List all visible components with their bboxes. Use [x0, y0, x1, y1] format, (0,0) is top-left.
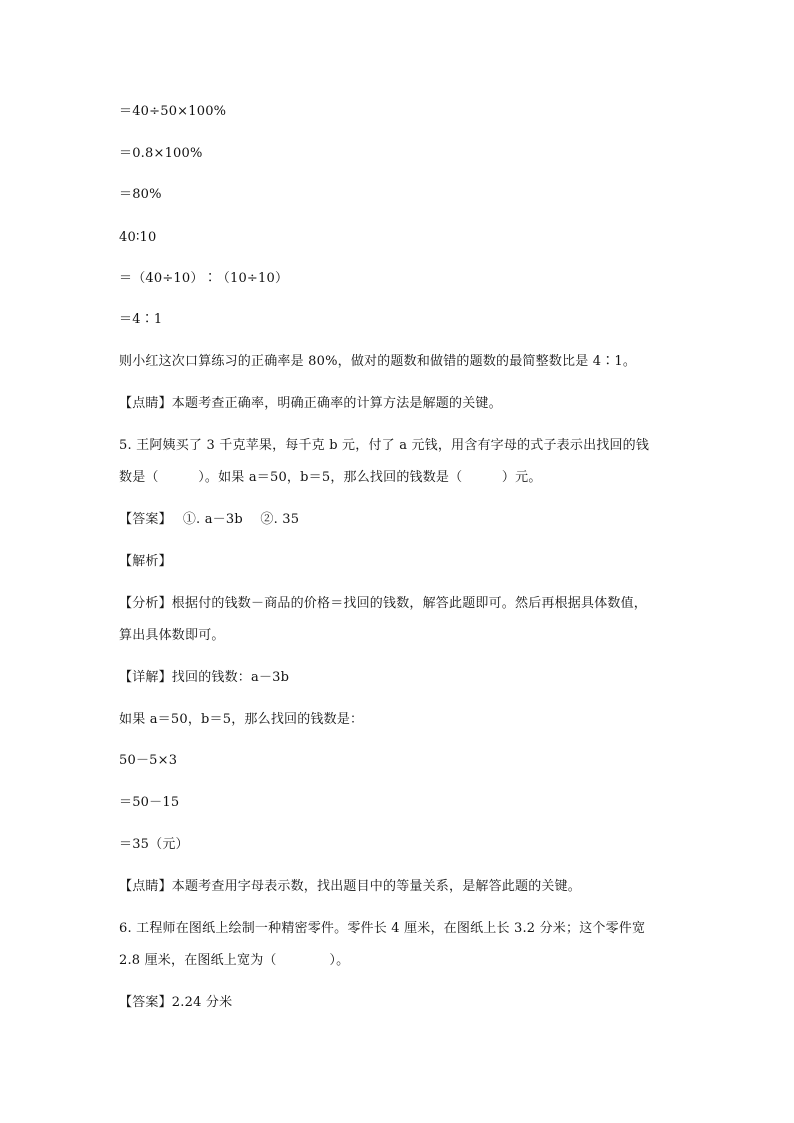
remark-text: 【点睛】本题考查用字母表示数，找出题目中的等量关系，是解答此题的关键。	[119, 879, 582, 894]
question-5-text: 数是（ ）。如果 a＝50，b＝5，那么找回的钱数是（ ）元。	[119, 470, 542, 485]
analysis-text: 算出具体数即可。	[119, 628, 225, 643]
analysis-text: 【分析】根据付的钱数－商品的价格＝找回的钱数，解答此题即可。然后再根据具体数值，	[119, 596, 648, 611]
conclusion-text: 则小红这次口算练习的正确率是 80%，做对的题数和做错的题数的最简整数比是 4∶1。	[119, 354, 637, 369]
calc-line: ＝40÷50×100%	[119, 104, 227, 119]
analysis-heading: 【解析】	[119, 554, 172, 569]
detail-text: 【详解】找回的钱数：a－3b	[119, 670, 290, 685]
calc-line: ＝50－15	[119, 795, 180, 810]
ratio-line: ＝4∶1	[119, 312, 163, 327]
question-5-text: 5. 王阿姨买了 3 千克苹果，每千克 b 元，付了 a 元钱，用含有字母的式子表示出找回的钱	[119, 438, 650, 453]
question-6-text: 6. 工程师在图纸上绘制一种精密零件。零件长 4 厘米，在图纸上长 3.2 分米；这个零件宽	[119, 921, 646, 936]
detail-text: 如果 a＝50，b＝5，那么找回的钱数是：	[119, 712, 364, 727]
question-6-text: 2.8 厘米，在图纸上宽为（ ）。	[119, 953, 350, 968]
answer-text: 【答案】 ①. a－3b ②. 35	[119, 512, 300, 527]
calc-line: 50－5×3	[119, 753, 178, 768]
answer-text: 【答案】2.24 分米	[119, 995, 233, 1010]
calc-line: ＝80%	[119, 187, 162, 202]
calc-line: ＝0.8×100%	[119, 146, 203, 161]
ratio-line: 40∶10	[119, 230, 157, 245]
remark-text: 【点睛】本题考查正确率，明确正确率的计算方法是解题的关键。	[119, 396, 502, 411]
ratio-line: ＝（40÷10）∶（10÷10）	[119, 271, 289, 286]
calc-line: ＝35（元）	[119, 837, 189, 852]
